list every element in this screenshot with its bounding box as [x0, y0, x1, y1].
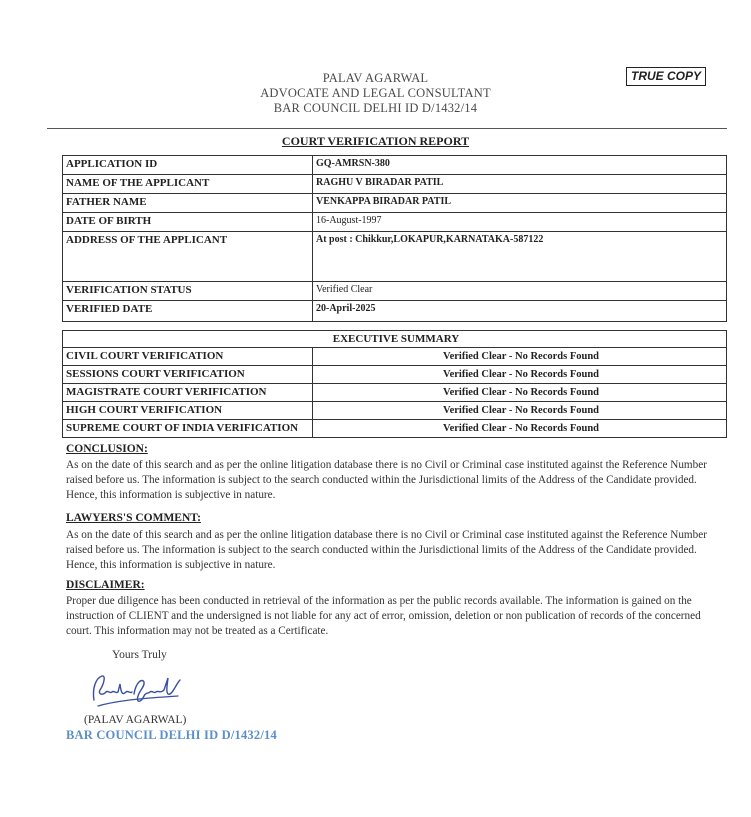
summary-label: SUPREME COURT OF INDIA VERIFICATION [63, 420, 313, 438]
salutation: Yours Truly [112, 649, 167, 661]
summary-label: CIVIL COURT VERIFICATION [63, 348, 313, 366]
conclusion-title: CONCLUSION: [66, 443, 148, 455]
table-row [63, 366, 727, 384]
table-row [63, 348, 727, 366]
summary-value: Verified Clear - No Records Found [313, 366, 727, 384]
table-row [63, 175, 727, 194]
table-row [63, 194, 727, 213]
table-row [63, 420, 727, 438]
summary-label: HIGH COURT VERIFICATION [63, 402, 313, 420]
table-row [63, 301, 727, 322]
summary-value: Verified Clear - No Records Found [313, 384, 727, 402]
advocate-name: PALAV AGARWAL [322, 71, 429, 85]
table-row [63, 402, 727, 420]
lawyers-comment-text: As on the date of this search and as per the online litigation database there is no Civil or Criminal case instituted against the Reference Number raised before us. The information is subject to the search conducted within the Jurisdictional limits of the Address of the Candidate provided. Hence, this information is subjective in nature. [66, 529, 707, 571]
table-row [63, 232, 727, 282]
detail-label: DATE OF BIRTH [63, 213, 313, 232]
executive-summary-table [62, 330, 727, 438]
table-row [63, 282, 727, 301]
detail-value: 20-April-2025 [313, 301, 727, 322]
header-divider [47, 128, 727, 129]
detail-value: 16-August-1997 [313, 213, 727, 232]
lawyers-comment-title: LAWYERS'S COMMENT: [66, 512, 201, 524]
detail-label: VERIFIED DATE [63, 301, 313, 322]
signatory-bar-id: BAR COUNCIL DELHI ID D/1432/14 [66, 728, 277, 742]
report-title: COURT VERIFICATION REPORT [281, 134, 470, 148]
detail-label: FATHER NAME [63, 194, 313, 213]
table-row [63, 156, 727, 175]
true-copy-stamp: TRUE COPY [626, 67, 706, 86]
advocate-title: ADVOCATE AND LEGAL CONSULTANT [260, 86, 491, 100]
disclaimer-title: DISCLAIMER: [66, 579, 145, 591]
summary-value: Verified Clear - No Records Found [313, 402, 727, 420]
detail-value: GQ-AMRSN-380 [313, 156, 727, 175]
summary-label: MAGISTRATE COURT VERIFICATION [63, 384, 313, 402]
detail-label: APPLICATION ID [63, 156, 313, 175]
signatory-name: (PALAV AGARWAL) [84, 714, 187, 726]
detail-label: NAME OF THE APPLICANT [63, 175, 313, 194]
detail-label: VERIFICATION STATUS [63, 282, 313, 301]
summary-heading: EXECUTIVE SUMMARY [63, 331, 727, 348]
table-row [63, 384, 727, 402]
summary-label: SESSIONS COURT VERIFICATION [63, 366, 313, 384]
detail-value: VENKAPPA BIRADAR PATIL [313, 194, 727, 213]
detail-value: Verified Clear [313, 282, 727, 301]
summary-value: Verified Clear - No Records Found [313, 420, 727, 438]
detail-value: RAGHU V BIRADAR PATIL [313, 175, 727, 194]
detail-value: At post : Chikkur,LOKAPUR,KARNATAKA-587122 [313, 232, 727, 282]
conclusion-text: As on the date of this search and as per the online litigation database there is no Civil or Criminal case instituted against the Reference Number raised before us. The information is subject to the search conducted within the Jurisdictional limits of the Address of the Candidate provided. Hence, this information is subjective in nature. [66, 459, 707, 501]
disclaimer-text: Proper due diligence has been conducted in retrieval of the information as per the public records available. The information is gained on the instruction of CLIENT and the undersigned is not liable for any act of error, omission, deletion or non publication of records of the concerned court. This information may not be treated as a Certificate. [66, 595, 701, 637]
summary-value: Verified Clear - No Records Found [313, 348, 727, 366]
detail-label: ADDRESS OF THE APPLICANT [63, 232, 313, 282]
advocate-bar-id: BAR COUNCIL DELHI ID D/1432/14 [273, 101, 478, 115]
table-header-row [63, 331, 727, 348]
signature-icon [88, 670, 188, 712]
applicant-details-table [62, 155, 727, 322]
table-row [63, 213, 727, 232]
